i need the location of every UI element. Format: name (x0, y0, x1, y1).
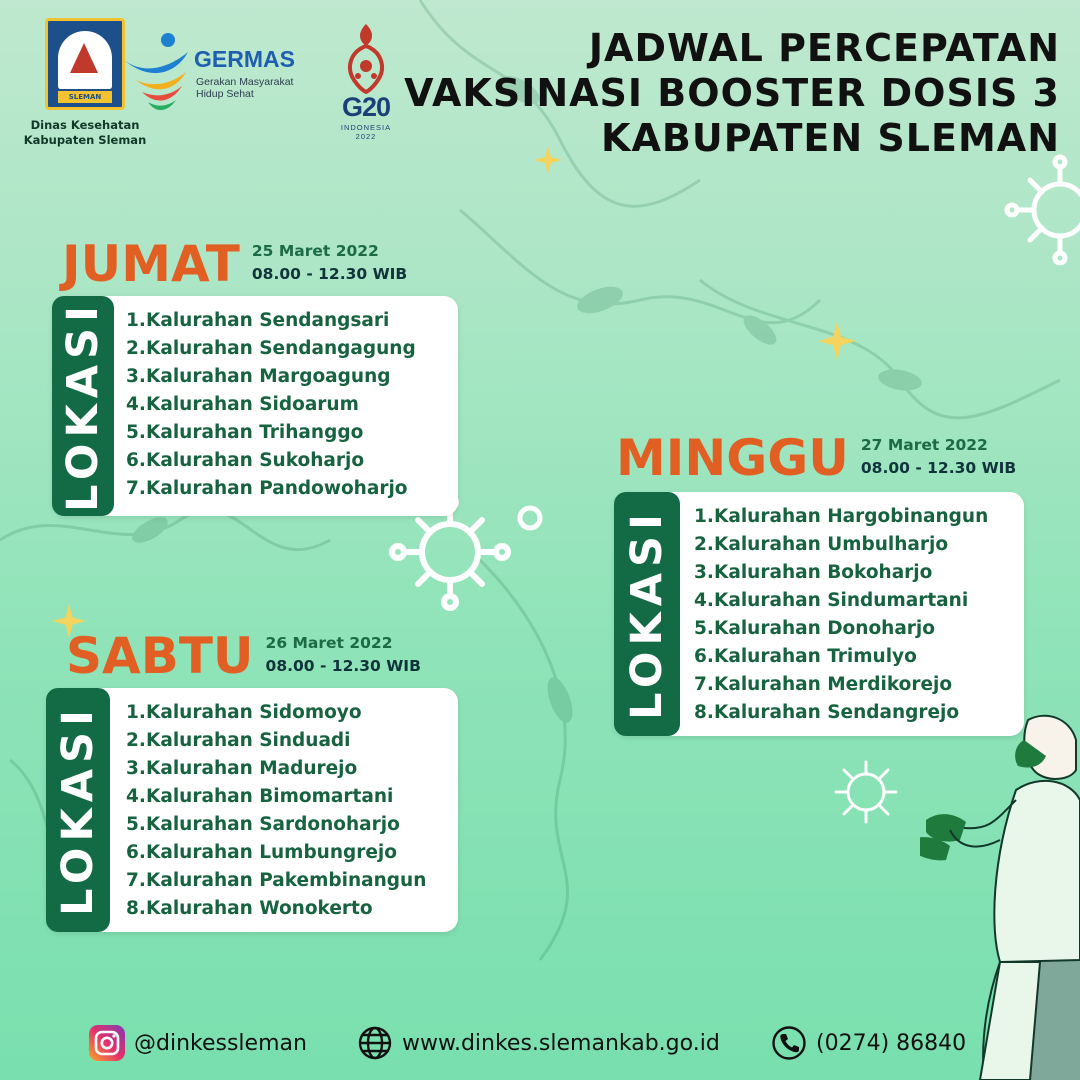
instagram-handle: @dinkessleman (134, 1030, 307, 1056)
location-name: Kalurahan Sendangsari (146, 310, 390, 331)
title-line3: KABUPATEN SLEMAN (601, 116, 1060, 160)
day-name-jumat: JUMAT (62, 235, 240, 293)
location-item (126, 811, 426, 839)
location-number: 5. (126, 814, 146, 835)
g20-subtitle (328, 123, 404, 141)
minggu-location-list (694, 503, 988, 727)
location-item (126, 475, 416, 503)
location-number: 3. (126, 758, 146, 779)
location-name: Kalurahan Sidomoyo (146, 702, 362, 723)
sabtu-lokasi-tab (46, 688, 110, 932)
lokasi-label: LOKASI (53, 704, 103, 916)
minggu-header (616, 430, 1016, 486)
location-name: Kalurahan Margoagung (146, 366, 391, 387)
location-number: 6. (126, 450, 146, 471)
location-name: Kalurahan Pandowoharjo (146, 478, 408, 499)
virus-icon (1000, 150, 1080, 270)
title-line2: VAKSINASI BOOSTER DOSIS 3 (404, 71, 1060, 115)
location-name: Kalurahan Pakembinangun (146, 870, 427, 891)
location-number: 4. (126, 394, 146, 415)
location-item (126, 363, 416, 391)
location-item (126, 867, 426, 895)
germas-logo (122, 30, 322, 116)
title-line1: JADWAL PERCEPATAN (588, 26, 1060, 70)
location-number: 1. (694, 506, 714, 527)
germas-swoosh-icon (122, 30, 194, 116)
germas-subtitle (196, 76, 293, 100)
location-name: Kalurahan Sindumartani (714, 590, 969, 611)
location-item (694, 559, 988, 587)
location-number: 4. (126, 786, 146, 807)
location-number: 8. (694, 702, 714, 723)
sleman-crest-icon (45, 18, 125, 110)
location-name: Kalurahan Bimomartani (146, 786, 394, 807)
jumat-lokasi-tab (52, 296, 114, 516)
footer-website[interactable] (356, 1024, 720, 1062)
day-name-minggu: MINGGU (616, 429, 849, 487)
location-item (126, 447, 416, 475)
location-name: Kalurahan Sendangagung (146, 338, 416, 359)
footer-instagram[interactable] (88, 1024, 307, 1062)
sparkle-icon (818, 322, 856, 360)
agency-caption (12, 118, 158, 148)
agency-caption-line2: Kabupaten Sleman (23, 133, 147, 147)
location-name: Kalurahan Madurejo (146, 758, 358, 779)
g20-sub-line1: INDONESIA (340, 123, 392, 132)
nurse-illustration (920, 700, 1080, 1080)
location-number: 2. (126, 338, 146, 359)
lokasi-label: LOKASI (622, 508, 672, 720)
location-item (126, 727, 426, 755)
location-number: 7. (694, 674, 714, 695)
sabtu-time: 08.00 - 12.30 WIB (265, 657, 421, 675)
location-item (126, 783, 426, 811)
agency-caption-line1: Dinas Kesehatan (30, 118, 140, 132)
phone-icon (770, 1024, 808, 1062)
g20-sub-line2: 2022 (355, 132, 377, 141)
g20-emblem-icon (328, 22, 404, 94)
location-item (694, 671, 988, 699)
location-name: Kalurahan Sukoharjo (146, 450, 365, 471)
day-name-sabtu: SABTU (66, 627, 254, 685)
location-item (126, 839, 426, 867)
location-item (126, 699, 426, 727)
location-number: 2. (126, 730, 146, 751)
crest-label: SLEMAN (58, 91, 112, 103)
location-number: 7. (126, 478, 146, 499)
location-item (126, 419, 416, 447)
location-number: 8. (126, 898, 146, 919)
g20-title: G20 (341, 92, 391, 122)
location-item (694, 531, 988, 559)
page-title (404, 26, 1060, 161)
location-item (126, 307, 416, 335)
location-number: 6. (694, 646, 714, 667)
virus-icon (826, 752, 906, 832)
location-name: Kalurahan Sinduadi (146, 730, 351, 751)
location-name: Kalurahan Merdikorejo (714, 674, 953, 695)
location-item (694, 503, 988, 531)
lokasi-label: LOKASI (58, 300, 108, 512)
location-item (694, 615, 988, 643)
germas-sub-line2: Hidup Sehat (196, 88, 254, 100)
location-item (126, 391, 416, 419)
location-name: Kalurahan Lumbungrejo (146, 842, 397, 863)
location-number: 3. (126, 366, 146, 387)
sabtu-location-list (126, 699, 426, 923)
phone-number: (0274) 86840 (816, 1030, 967, 1056)
sabtu-header (66, 628, 421, 684)
location-number: 5. (126, 422, 146, 443)
jumat-header (62, 236, 407, 292)
minggu-meta (861, 430, 1016, 480)
location-name: Kalurahan Donoharjo (714, 618, 935, 639)
location-item (694, 587, 988, 615)
location-number: 6. (126, 842, 146, 863)
location-name: Kalurahan Sardonoharjo (146, 814, 400, 835)
location-name: Kalurahan Bokoharjo (714, 562, 933, 583)
jumat-time: 08.00 - 12.30 WIB (251, 265, 408, 283)
sparkle-icon (534, 146, 562, 174)
location-name: Kalurahan Umbulharjo (714, 534, 949, 555)
footer-phone[interactable] (770, 1024, 966, 1062)
location-number: 4. (694, 590, 714, 611)
location-name: Kalurahan Trihanggo (146, 422, 364, 443)
location-name: Kalurahan Hargobinangun (714, 506, 989, 527)
minggu-date: 27 Maret 2022 (860, 436, 988, 454)
minggu-lokasi-tab (614, 492, 680, 736)
location-item (694, 643, 988, 671)
jumat-meta (252, 236, 407, 286)
location-name: Kalurahan Wonokerto (146, 898, 373, 919)
instagram-icon (88, 1024, 126, 1062)
location-number: 1. (126, 310, 146, 331)
location-item (126, 755, 426, 783)
germas-title: GERMAS (194, 46, 295, 72)
germas-sub-line1: Gerakan Masyarakat (196, 76, 294, 88)
location-number: 1. (126, 702, 146, 723)
globe-icon (356, 1024, 394, 1062)
jumat-date: 25 Maret 2022 (251, 242, 379, 260)
location-name: Kalurahan Trimulyo (714, 646, 917, 667)
sabtu-date: 26 Maret 2022 (265, 634, 393, 652)
location-item (126, 335, 416, 363)
website-url: www.dinkes.slemankab.go.id (402, 1030, 720, 1056)
location-item (126, 895, 426, 923)
jumat-location-list (126, 307, 416, 503)
location-number: 3. (694, 562, 714, 583)
g20-logo (328, 22, 404, 142)
location-name: Kalurahan Sidoarum (146, 394, 359, 415)
minggu-time: 08.00 - 12.30 WIB (860, 459, 1017, 477)
location-number: 2. (694, 534, 714, 555)
location-number: 5. (694, 618, 714, 639)
sabtu-meta (266, 628, 421, 678)
location-number: 7. (126, 870, 146, 891)
location-name: Kalurahan Sendangrejo (714, 702, 960, 723)
